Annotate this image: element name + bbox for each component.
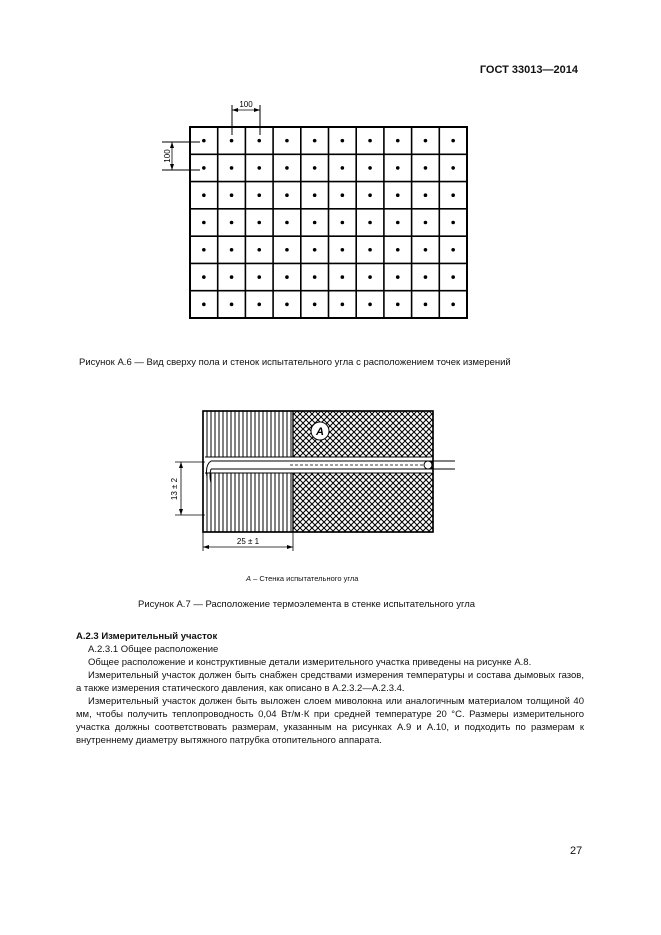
document-id: ГОСТ 33013—2014 xyxy=(479,64,578,76)
measurement-point xyxy=(313,275,317,279)
measurement-point xyxy=(285,248,289,252)
measurement-point xyxy=(368,166,372,170)
legend-key: A xyxy=(246,574,252,583)
measurement-point xyxy=(424,221,428,225)
measurement-point xyxy=(285,221,289,225)
measurement-point xyxy=(313,139,317,143)
measurement-point xyxy=(257,139,261,143)
measurement-point xyxy=(313,166,317,170)
measurement-point xyxy=(202,221,206,225)
measurement-point xyxy=(313,248,317,252)
measurement-point xyxy=(341,303,345,307)
measurement-point xyxy=(368,139,372,143)
paragraph-3: Измерительный участок должен быть выложен слоем миволокна или аналогичным материалом толщиной 40 мм, чтобы получить теплопроводность 0,04 Вт/м·К при средней температуре 20 °С. Размеры измерительного участка должны соответствовать размерам, указанным на рисунках А.9 и А.10, и подходить по размерам к внутреннему диаметру вытяжного патрубка отопительного аппарата. xyxy=(76,696,584,746)
measurement-point xyxy=(424,275,428,279)
figure-a6-caption: Рисунок А.6 — Вид сверху пола и стенок испытательного угла с расположением точек измерений xyxy=(79,357,511,368)
measurement-point xyxy=(368,275,372,279)
measurement-point xyxy=(257,221,261,225)
measurement-point xyxy=(451,303,455,307)
measurement-point xyxy=(202,303,206,307)
measurement-point xyxy=(424,248,428,252)
dim-horizontal-label: 100 xyxy=(239,100,253,109)
measurement-point xyxy=(202,248,206,252)
measurement-point xyxy=(202,166,206,170)
measurement-point xyxy=(230,139,234,143)
measurement-point xyxy=(257,193,261,197)
dim-height-label: 13 ± 2 xyxy=(170,477,179,501)
dimension-width xyxy=(203,532,293,551)
measurement-point xyxy=(202,139,206,143)
measurement-point xyxy=(368,193,372,197)
measurement-point xyxy=(230,193,234,197)
measurement-point xyxy=(396,166,400,170)
measurement-point xyxy=(285,303,289,307)
measurement-point xyxy=(396,193,400,197)
section-subheading: А.2.3.1 Общее расположение xyxy=(88,644,219,655)
page-number: 27 xyxy=(570,845,583,857)
measurement-point xyxy=(424,193,428,197)
measurement-point xyxy=(313,221,317,225)
measurement-point xyxy=(341,275,345,279)
measurement-point xyxy=(396,275,400,279)
section-body xyxy=(76,630,584,747)
measurement-point xyxy=(285,166,289,170)
measurement-point xyxy=(396,139,400,143)
measurement-point xyxy=(424,139,428,143)
measurement-point xyxy=(396,248,400,252)
measurement-point xyxy=(230,275,234,279)
measurement-point xyxy=(285,275,289,279)
paragraph-1: Общее расположение и конструктивные детали измерительного участка приведены на рисунке А.8. xyxy=(88,657,532,668)
measurement-point xyxy=(285,139,289,143)
measurement-point xyxy=(230,303,234,307)
measurement-point xyxy=(313,193,317,197)
measurement-point xyxy=(257,248,261,252)
measurement-point xyxy=(368,248,372,252)
measurement-point xyxy=(396,221,400,225)
paragraph-2: Измерительный участок должен быть снабжен средствами измерения температуры и состава дымовых газов, а также измерения статического давления, как описано в А.2.3.2—А.2.3.4. xyxy=(76,670,584,694)
callout-a-label: A xyxy=(316,426,324,438)
measurement-point xyxy=(285,193,289,197)
measurement-point xyxy=(313,303,317,307)
measurement-point xyxy=(451,139,455,143)
figure-a7-caption: Рисунок А.7 — Расположение термоэлемента в стенке испытательного угла xyxy=(138,599,476,610)
measurement-point xyxy=(341,221,345,225)
dim-vertical-label: 100 xyxy=(163,149,172,163)
measurement-point xyxy=(451,193,455,197)
measurement-point xyxy=(230,221,234,225)
measurement-point xyxy=(257,166,261,170)
legend-text: – Стенка испытательного угла xyxy=(251,574,359,583)
measurement-point xyxy=(368,221,372,225)
callout-a xyxy=(311,422,329,440)
measurement-point xyxy=(202,275,206,279)
figure-a7-diagram xyxy=(165,405,465,555)
measurement-point xyxy=(424,303,428,307)
measurement-point xyxy=(202,193,206,197)
measurement-point xyxy=(230,166,234,170)
measurement-point xyxy=(451,248,455,252)
measurement-point xyxy=(341,248,345,252)
figure-a7-legend xyxy=(246,574,358,583)
dim-width-label: 25 ± 1 xyxy=(236,537,260,546)
figure-a6-grid xyxy=(150,95,480,330)
measurement-point xyxy=(396,303,400,307)
measurement-point xyxy=(341,193,345,197)
measurement-point xyxy=(368,303,372,307)
measurement-point xyxy=(451,275,455,279)
measurement-point xyxy=(230,248,234,252)
measurement-point xyxy=(341,139,345,143)
measurement-point xyxy=(424,166,428,170)
measurement-point xyxy=(451,221,455,225)
dimension-height xyxy=(170,462,205,515)
measurement-point xyxy=(341,166,345,170)
section-heading: А.2.3 Измерительный участок xyxy=(76,631,218,642)
measurement-point xyxy=(257,275,261,279)
measurement-point xyxy=(451,166,455,170)
dimension-vertical xyxy=(162,142,200,170)
measurement-point xyxy=(257,303,261,307)
